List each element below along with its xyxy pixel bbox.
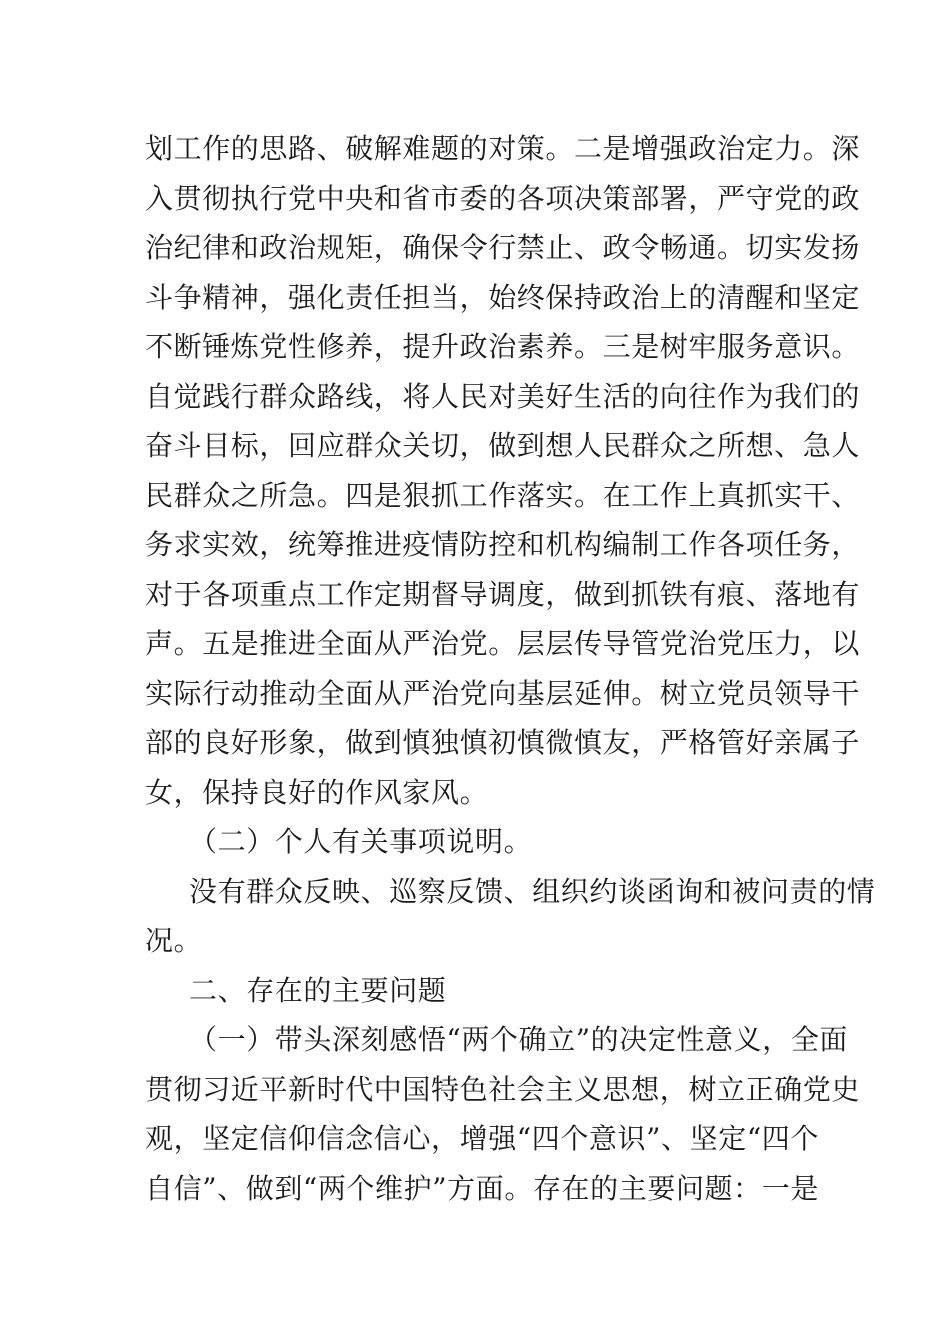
text-line: 划工作的思路、破解难题的对策。二是增强政治定力。深 xyxy=(145,132,861,165)
text-line: 女，保持良好的作风家风。 xyxy=(145,775,489,809)
text-line: 自信”、做到“两个维护”方面。存在的主要问题：一是 xyxy=(145,1171,819,1205)
subheading-first-item: （一）带头深刻感悟“两个确立”的决定性意义，全面 xyxy=(189,1023,849,1056)
text-line: 实际行动推动全面从严治党向基层延伸。树立党员领导干 xyxy=(145,676,861,710)
subheading-personal-matters: （二）个人有关事项说明。 xyxy=(189,825,533,858)
text-line: 贯彻习近平新时代中国特色社会主义思想，树立正确党史 xyxy=(145,1072,861,1106)
text-line: 观，坚定信仰信念信心，增强“四个意识”、坚定“四个 xyxy=(145,1122,819,1155)
body-text xyxy=(145,124,876,1213)
text-line: 没有群众反映、巡察反馈、组织约谈函询和被问责的情 xyxy=(189,874,876,908)
text-line: 部的良好形象，做到慎独慎初慎微慎友，严格管好亲属子 xyxy=(145,726,861,759)
text-line: 不断锤炼党性修养，提升政治素养。三是树牢服务意识。 xyxy=(145,330,861,363)
text-line: 自觉践行群众路线，将人民对美好生活的向往作为我们的 xyxy=(145,379,861,413)
section-heading-main-problems: 二、存在的主要问题 xyxy=(189,973,447,1007)
text-line: 民群众之所急。四是狠抓工作落实。在工作上真抓实干、 xyxy=(145,478,861,512)
text-line: 斗争精神，强化责任担当，始终保持政治上的清醒和坚定 xyxy=(145,280,861,314)
text-line: 务求实效，统筹推进疫情防控和机构编制工作各项任务， xyxy=(145,528,861,561)
text-line: 声。五是推进全面从严治党。层层传导管党治党压力，以 xyxy=(145,627,861,660)
text-line: 入贯彻执行党中央和省市委的各项决策部署，严守党的政 xyxy=(145,181,861,215)
text-line: 况。 xyxy=(145,924,203,957)
text-line: 对于各项重点工作定期督导调度，做到抓铁有痕、落地有 xyxy=(145,577,861,611)
text-line: 治纪律和政治规矩，确保令行禁止、政令畅通。切实发扬 xyxy=(145,231,861,264)
text-line: 奋斗目标，回应群众关切，做到想人民群众之所想、急人 xyxy=(145,429,861,462)
